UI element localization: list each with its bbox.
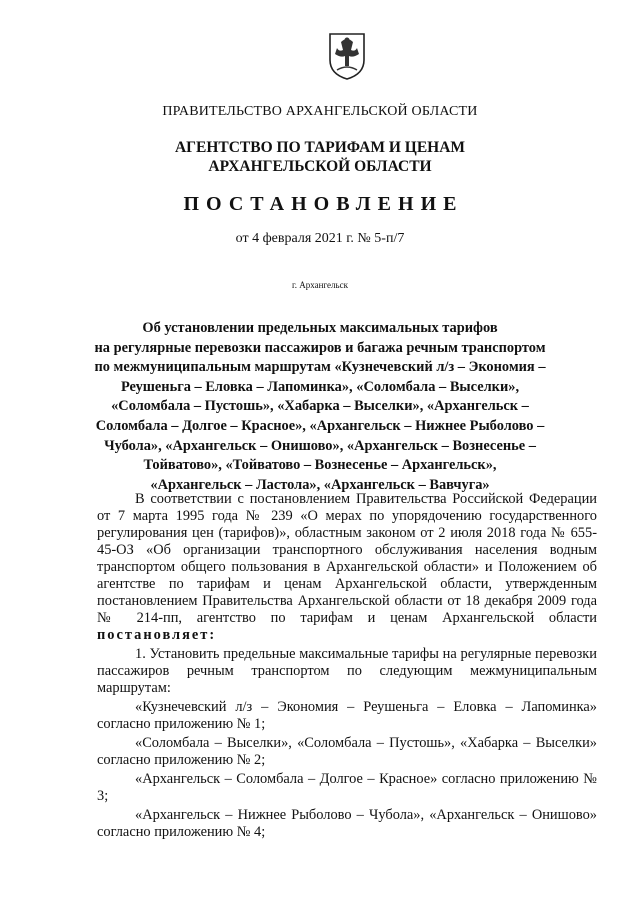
- agency-name-line: АГЕНТСТВО ПО ТАРИФАМ И ЦЕНАМ: [174, 139, 466, 156]
- route-paragraph: «Архангельск – Соломбала – Долгое – Красное» согласно приложению № 3;: [97, 771, 597, 804]
- agency-name: [0, 138, 640, 176]
- subject-line: по межмуниципальным маршрутам «Кузнечевский л/з – Экономия –: [94, 359, 546, 376]
- subject-line: на регулярные перевозки пассажиров и багажа речным транспортом: [94, 339, 546, 356]
- preamble-paragraph: [97, 491, 597, 644]
- item-1-paragraph: 1. Установить предельные максимальные тарифы на регулярные перевозки пассажиров речным транспортом по следующим межмуниципальным маршрутам:: [97, 646, 597, 696]
- resolves-word: постановляет:: [97, 627, 217, 643]
- route-paragraph: «Соломбала – Выселки», «Соломбала – Пустошь», «Хабарка – Выселки» согласно приложению № 2;: [97, 735, 597, 768]
- subject-line: Реушеньга – Еловка – Лапоминка», «Соломбала – Выселки»,: [120, 378, 520, 395]
- document-type: ПОСТАНОВЛЕНИЕ: [183, 193, 464, 215]
- coat-of-arms-icon: [327, 30, 367, 80]
- subject-line: Чубола», «Архангельск – Онишово», «Архангельск – Вознесенье –: [104, 437, 536, 454]
- agency-name-line: АРХАНГЕЛЬСКОЙ ОБЛАСТИ: [208, 158, 432, 175]
- subject-line: Соломбала – Долгое – Красное», «Архангельск – Нижнее Рыболово –: [95, 417, 545, 434]
- subject-line: Об установлении предельных максимальных тарифов: [142, 320, 498, 336]
- subject-line: «Соломбала – Пустошь», «Хабарка – Выселки», «Архангельск –: [111, 398, 529, 415]
- route-paragraph: «Архангельск – Нижнее Рыболово – Чубола», «Архангельск – Онишово» согласно приложению № 4;: [97, 807, 597, 840]
- preamble-text: В соответствии с постановлением Правительства Российской Федерации от 7 марта 1995 года № 239 «О мерах по упорядочению государственного регулирования цен (тарифов)», областным законом от 2 июля 2018 года № 655-45-ОЗ «Об организации транспортного обслуживания населения водным транспортом общего пользования в Архангельской области» и Положением об агентстве по тарифам и ценам Архангельской области, утвержденным постановлением Правительства Архангельской области от 18 декабря 2009 года № 214-пп, агентство по тарифам и ценам Архангельской области: [97, 491, 597, 626]
- city: г. Архангельск: [292, 280, 348, 290]
- route-paragraph: «Кузнечевский л/з – Экономия – Реушеньга – Еловка – Лапоминка» согласно приложению № 1;: [97, 699, 597, 732]
- document-subject: [0, 319, 640, 495]
- document-body: [97, 491, 597, 843]
- date-and-number: от 4 февраля 2021 г. № 5-п/7: [235, 231, 405, 246]
- subject-line: Тойватово», «Тойватово – Вознесенье – Архангельск»,: [143, 457, 497, 474]
- government-name: ПРАВИТЕЛЬСТВО АРХАНГЕЛЬСКОЙ ОБЛАСТИ: [162, 104, 478, 119]
- subject-line: «Архангельск – Ластола», «Архангельск – Вавчуга»: [150, 476, 490, 493]
